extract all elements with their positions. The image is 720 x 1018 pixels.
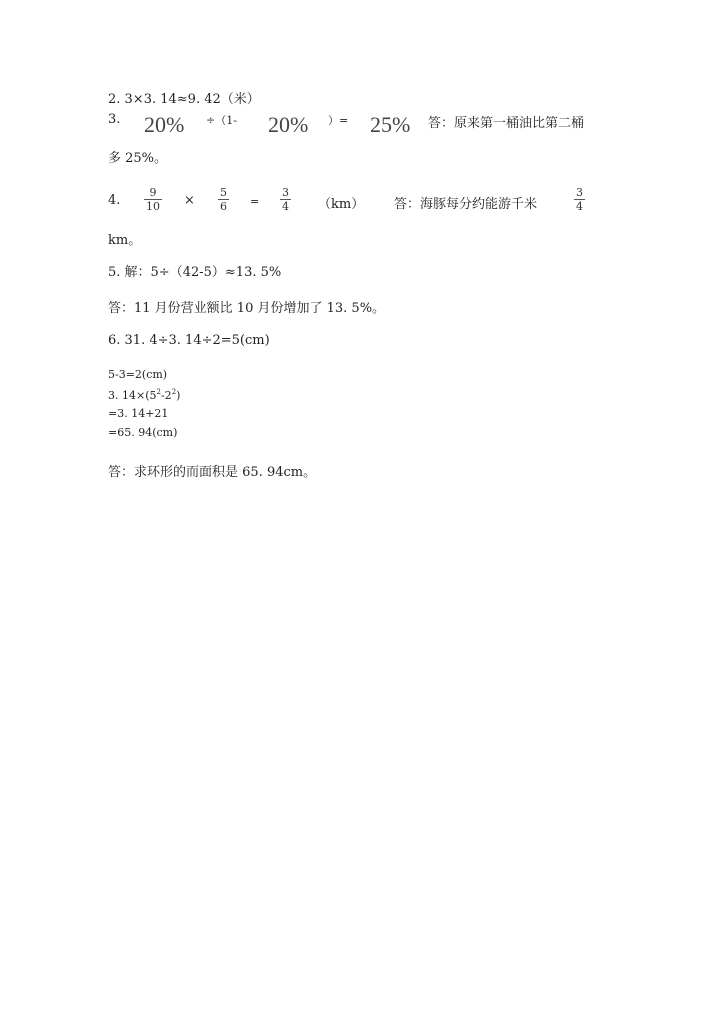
fraction-numerator: 3 [576,186,583,199]
q6-line-1: 6. 31. 4÷3. 14÷2=5(cm) [108,333,270,348]
q4-times: × [184,193,195,208]
q3-answer-continued: 多 25%。 [108,151,168,166]
fraction-numerator: 9 [149,186,157,199]
q3-number: 3. [108,112,121,127]
q3-answer: 答：原来第一桶油比第二桶 [428,116,585,131]
q3-close-equals: ）= [328,114,349,127]
fraction-denominator: 4 [576,200,583,213]
fraction-denominator: 6 [220,200,227,213]
q6-line-3-a: 3. 14×(5 [108,389,157,402]
q4-answer: 答：海豚每分约能游千米 [394,197,538,212]
q4-unit: （km） [318,197,365,212]
q4-answer-continued: km。 [108,233,142,248]
fraction-numerator: 3 [282,186,289,199]
q5-line: 5. 解：5÷（42-5）≈13. 5% [108,265,282,280]
q3-percent-c: 25% [370,112,411,137]
q5-answer: 答：11 月份营业额比 10 月份增加了 13. 5%。 [108,301,386,316]
q4-number: 4. [108,193,121,208]
fraction-denominator: 4 [282,200,289,213]
q2-line: 2. 3×3. 14≈9. 42（米） [108,92,260,107]
q3-percent-a: 20% [144,112,185,137]
fraction-numerator: 5 [220,186,227,199]
q6-line-3-b: -2 [160,389,172,402]
q6-line-2: 5-3=2(cm) [108,368,168,381]
q6-line-5: =65. 94(cm) [108,426,178,439]
q4-equals: = [250,195,260,208]
q6-line-3 [108,388,180,402]
q3-divide-one-minus: ÷（1- [206,114,237,127]
q6-answer: 答：求环形的而面积是 65. 94cm。 [108,465,317,480]
q4-fraction-three-quarters [280,186,291,213]
q6-line-3-exponent-2: 2 [171,388,177,396]
q4-fraction-nine-tenths [144,186,162,213]
q6-line-3-exponent-1: 2 [156,388,161,396]
q3-percent-b: 20% [268,112,309,137]
q6-line-4: =3. 14+21 [108,407,169,420]
q4-fraction-five-sixths [218,186,229,213]
q4-answer-fraction [574,186,585,213]
fraction-denominator: 10 [146,200,160,213]
q6-line-3-c: ) [176,389,181,402]
